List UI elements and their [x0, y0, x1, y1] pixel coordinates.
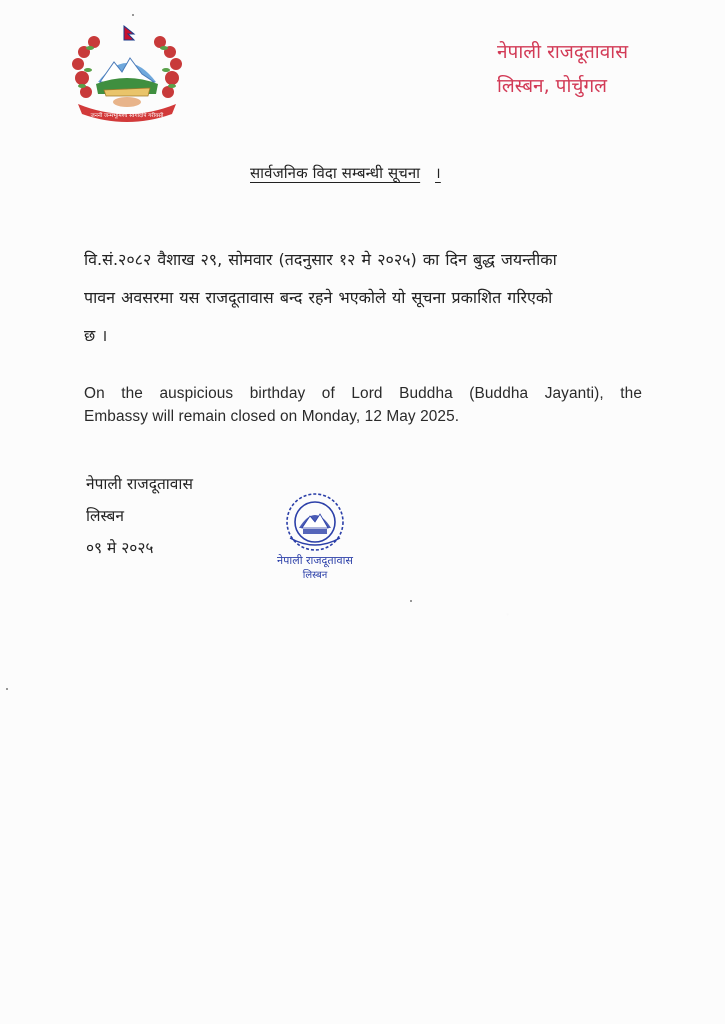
english-body-line: On the auspicious birthday of Lord Buddha (Buddha Jayanti), the [84, 385, 642, 402]
signature-office-name: नेपाली राजदूतावास [86, 475, 193, 493]
nepali-body-line: पावन अवसरमा यस राजदूतावास बन्द रहने भएकोले यो सूचना प्रकाशित गरिएको [84, 288, 553, 307]
nepal-coat-of-arms-icon [68, 24, 186, 126]
notice-subject-text: सार्वजनिक विदा सम्बन्धी सूचना [250, 164, 421, 182]
english-body [84, 382, 644, 428]
stamp-text-line1: नेपाली राजदूतावास [277, 554, 353, 567]
signature-block [86, 468, 193, 564]
notice-subject-terminator: । [435, 164, 441, 182]
svg-text:जननी जन्मभूमिश्च स्वर्गादपि गर: जननी जन्मभूमिश्च स्वर्गादपि गरीयसी [90, 113, 164, 119]
header-office-block [497, 41, 687, 98]
stamp-text-line2: लिस्बन [302, 570, 328, 581]
nepali-body-line: छ । [84, 326, 108, 345]
scan-speck [410, 600, 412, 602]
embassy-seal-stamp-icon [272, 488, 358, 584]
nepali-body [84, 241, 654, 355]
notice-subject [250, 163, 441, 183]
english-body-line: Embassy will remain closed on Monday, 12 May 2025. [84, 408, 460, 425]
header-office-location: लिस्बन, पोर्चुगल [497, 75, 608, 98]
header-office-name: नेपाली राजदूतावास [497, 41, 629, 63]
scan-speck [6, 688, 8, 690]
signature-date: ०९ मे २०२५ [86, 539, 154, 557]
signature-city: लिस्बन [86, 507, 125, 525]
nepali-body-line: वि.सं.२०८२ वैशाख २९, सोमवार (तदनुसार १२ मे २०२५) का दिन बुद्ध जयन्तीका [84, 250, 557, 269]
scan-speck [132, 14, 134, 16]
